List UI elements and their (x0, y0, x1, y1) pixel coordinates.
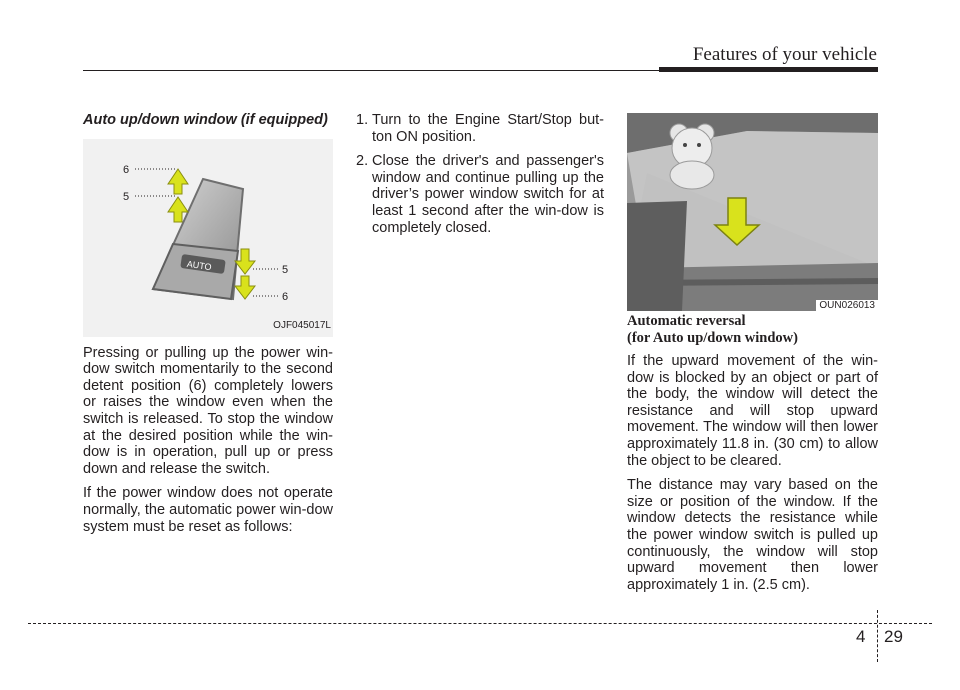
column-3 (627, 313, 878, 601)
label-5-top: 5 (123, 190, 130, 203)
step-number: 1. (356, 112, 369, 128)
figure-code: OJF045017L (273, 320, 331, 331)
step-number: 2. (356, 153, 369, 170)
header-title: Features of your vehicle (692, 44, 877, 65)
heading-line: Automatic reversal (627, 313, 746, 329)
body-paragraph: If the power window does not operate normally, the automatic power win-dow system must be reset as follows: (83, 485, 333, 535)
switch-auto-text: AUTO (186, 258, 213, 272)
chapter-number: 4 (856, 627, 866, 646)
footer-rule (28, 623, 932, 624)
teddy-bear-icon (670, 124, 714, 189)
label-6-bottom: 6 (282, 290, 289, 303)
window-switch-illustration (83, 139, 333, 337)
column-2 (356, 112, 604, 244)
page-divider (877, 610, 878, 662)
car-window-illustration (627, 113, 878, 311)
section-heading: Auto up/down window (if equipped) (83, 112, 328, 128)
reset-steps (356, 112, 604, 236)
step-text: Close the driver's and passenger's window and continue pulling up the driver’s power window switch for at least 1 second after the win-dow is completely closed. (372, 153, 604, 236)
label-5-bottom: 5 (282, 263, 289, 276)
switch-figure (83, 139, 333, 337)
header-rule-thick (659, 67, 878, 72)
list-item (356, 153, 604, 236)
heading-line: (for Auto up/down window) (627, 330, 798, 346)
window-figure (627, 113, 878, 311)
figure-code: OUN026013 (816, 300, 878, 311)
body-paragraph: If the upward movement of the win-dow is blocked by an object or part of the body, the window will detect the resistance and will stop upward movement. The window will then lower approximately 11.8 in. (30 cm) to allow the object to be cleared. (627, 353, 878, 469)
body-paragraph: The distance may vary based on the size or position of the window. If the window detects the resistance while the power window switch is pulled up continuously, the window will stop upward movement then lower approximately 1 in. (2.5 cm). (627, 477, 878, 593)
column-1 (83, 112, 333, 543)
step-text: Turn to the Engine Start/Stop but-ton ON position. (372, 112, 604, 145)
section-heading (627, 313, 878, 347)
label-6-top: 6 (123, 163, 130, 176)
header-rule-thin (83, 70, 659, 71)
body-paragraph: Pressing or pulling up the power win-dow switch momentarily to the second detent position (6) completely lowers or raises the window even when the switch is released. To stop the window at the desired position while the win-dow is in operation, pull up or press down and release the switch. (83, 344, 333, 477)
page-number: 29 (884, 627, 903, 646)
list-item (356, 112, 604, 145)
